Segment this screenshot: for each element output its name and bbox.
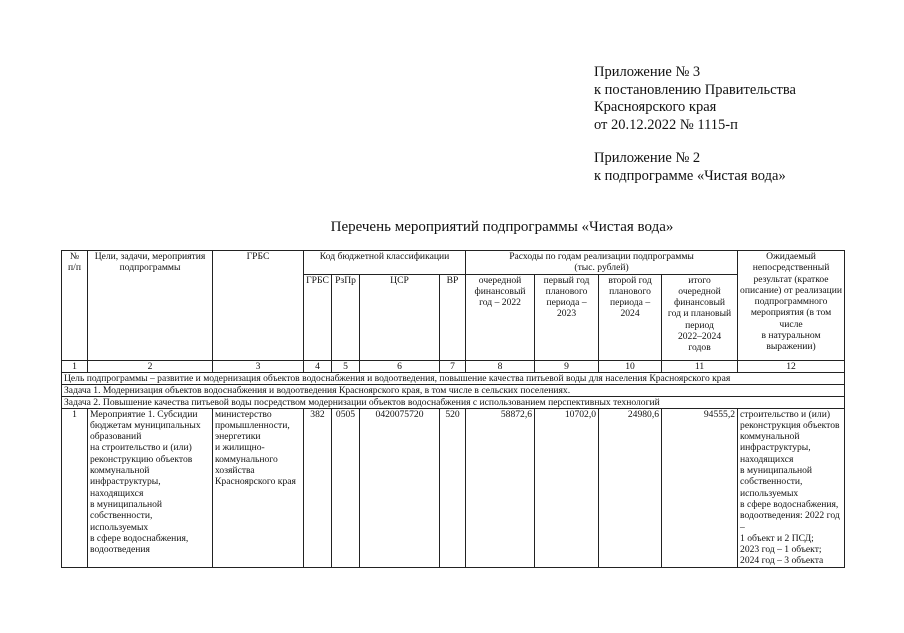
header-budget-code: Код бюджетной классификации (304, 251, 466, 275)
header-rzpr: РзПр (332, 274, 360, 360)
column-number: 12 (738, 360, 845, 372)
row-csr: 0420075720 (360, 408, 440, 567)
row-amount-2023: 10702,0 (535, 408, 599, 567)
appendix-3-line: Приложение № 3 (594, 64, 701, 80)
table-row (62, 408, 845, 567)
row-result: строительство и (или) реконструкция объектов коммунальной инфраструктуры, находящихся в муниципальной собственности, используемых в сфере водоснабжения, водоотведения: 2022 год – 1 объект и 2 ПСД; 2023 год – 1 объект; 2024 год – 3 объекта (738, 408, 845, 567)
column-number: 1 (62, 360, 88, 372)
row-rzpr: 0505 (332, 408, 360, 567)
appendix-3-line: Красноярского края (594, 99, 717, 115)
header-year-2024: второй год планового периода – 2024 (599, 274, 662, 360)
column-number: 3 (213, 360, 304, 372)
header-goals: Цели, задачи, мероприятия подпрограммы (88, 251, 213, 361)
goal-row (62, 372, 845, 384)
task-2-row (62, 396, 845, 408)
row-grbs-code: 382 (304, 408, 332, 567)
header-num: № п/п (62, 251, 88, 361)
row-measure-name: Мероприятие 1. Субсидии бюджетам муниципальных образований на строительство и (или) реконструкцию объектов коммунальной инфраструктуры, находящихся в муниципальной собственности, используемых в сфере водоснабжения, водоотведения (88, 408, 213, 567)
appendix-2-header (594, 150, 786, 185)
column-number: 4 (304, 360, 332, 372)
row-num: 1 (62, 408, 88, 567)
task-1-row (62, 384, 845, 396)
column-number: 8 (466, 360, 535, 372)
column-number: 10 (599, 360, 662, 372)
document-title: Перечень мероприятий подпрограммы «Чистая вода» (330, 219, 674, 235)
header-expenses: Расходы по годам реализации подпрограммы (тыс. рублей) (466, 251, 738, 275)
column-number: 7 (440, 360, 466, 372)
header-grbs: ГРБС (213, 251, 304, 361)
appendix-3-line: от 20.12.2022 № 1115-п (594, 116, 738, 133)
appendix-2-line: Приложение № 2 (594, 150, 701, 166)
row-amount-total: 94555,2 (662, 408, 738, 567)
row-grbs: министерство промышленности, энергетики и жилищно- коммунального хозяйства Красноярского края (213, 408, 304, 567)
header-row-top (62, 251, 845, 275)
header-grbs-code: ГРБС (304, 274, 332, 360)
row-amount-2022: 58872,6 (466, 408, 535, 567)
appendix-2-line: к подпрограмме «Чистая вода» (594, 167, 786, 184)
header-total: итого очередной финансовый год и плановый период 2022–2024 годов (662, 274, 738, 360)
column-number: 11 (662, 360, 738, 372)
header-vr: ВР (440, 274, 466, 360)
column-number: 9 (535, 360, 599, 372)
appendix-3-header (594, 64, 796, 134)
column-number: 2 (88, 360, 213, 372)
header-csr: ЦСР (360, 274, 440, 360)
measures-table (61, 250, 845, 568)
task-2-text: Задача 2. Повышение качества питьевой воды посредством модернизации объектов водоснабжения с использованием перспективных технологий (62, 396, 845, 408)
column-number: 5 (332, 360, 360, 372)
row-vr: 520 (440, 408, 466, 567)
header-year-2023: первый год планового периода – 2023 (535, 274, 599, 360)
task-1-text: Задача 1. Модернизация объектов водоснабжения и водоотведения Красноярского края, в том числе в сельских поселениях. (62, 384, 845, 396)
column-number-row (62, 360, 845, 372)
appendix-3-line: к постановлению Правительства (594, 81, 796, 98)
column-number: 6 (360, 360, 440, 372)
row-amount-2024: 24980,6 (599, 408, 662, 567)
header-year-2022: очередной финансовый год – 2022 (466, 274, 535, 360)
goal-text: Цель подпрограммы – развитие и модернизация объектов водоснабжения и водоотведения, повышение качества питьевой воды для населения Красноярского края (62, 372, 845, 384)
header-result: Ожидаемый непосредственный результат (краткое описание) от реализации подпрограммного мероприятия (в том числе в натуральном выражении) (738, 251, 845, 361)
